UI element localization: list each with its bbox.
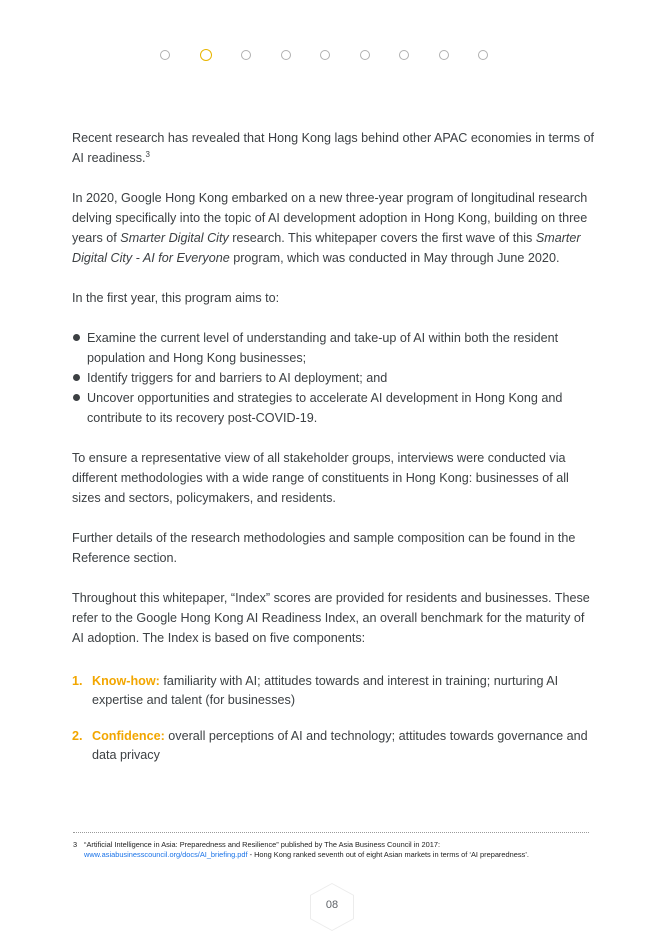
pager-dot-4[interactable] [281,50,291,60]
index-components-list [72,672,597,765]
paragraph-reference: Further details of the research methodologies and sample composition can be found in the Reference section. [72,531,576,565]
pager-dot-2-active[interactable] [200,49,212,61]
index-item-desc: familiarity with AI; attitudes towards and interest in training; nurturing AI expertise and talent (for businesses) [92,674,559,707]
aims-list [72,328,597,428]
index-item-term: Know-how: [92,674,160,688]
paragraph-methodology: To ensure a representative view of all stakeholder groups, interviews were conducted via different methodologies with a wide range of constituents in Hong Kong: businesses of all sizes and sectors, policymakers, and residents. [72,451,569,505]
footnote-number: 3 [73,840,78,849]
pager-dot-8[interactable] [439,50,449,60]
index-item-term: Confidence: [92,729,165,743]
pager-dot-3[interactable] [241,50,251,60]
list-item: Uncover opportunities and strategies to accelerate AI development in Hong Kong and contribute to its recovery post-COVID-19. [72,388,597,428]
index-item-desc: overall perceptions of AI and technology; attitudes towards governance and data privacy [92,729,588,762]
pager-dot-9[interactable] [478,50,488,60]
paragraph-intro: Recent research has revealed that Hong Kong lags behind other APAC economies in terms of AI readiness.$^3$ [72,131,595,165]
pager-dot-6[interactable] [360,50,370,60]
footnote-text: “Artificial Intelligence in Asia: Preparedness and Resilience” published by The Asia Business Council in 2017: [84,840,441,849]
paragraph-aims-intro: In the first year, this program aims to: [72,291,280,305]
index-item-number: 2. [72,729,83,743]
index-item-number: 1. [72,674,83,688]
page-pager [160,50,488,61]
pager-dot-5[interactable] [320,50,330,60]
index-item-confidence [72,727,597,765]
paragraph-program: In 2020, Google Hong Kong embarked on a new three-year program of longitudinal research delving specifically into the topic of AI development adoption in Hong Kong, building on three years of Smarter Digital City research. This whitepaper covers the first wave of this Smarter Digital City - AI for Everyone program, which was conducted in May through June 2020. [72,191,588,265]
paragraph-index: Throughout this whitepaper, “Index” scores are provided for residents and businesses. These refer to the Google Hong Kong AI Readiness Index, an overall benchmark for the maturity of AI adoption. The Index is based on five components: [72,591,590,645]
list-item: Identify triggers for and barriers to AI deployment; and [72,368,597,388]
body-text [72,128,597,782]
footnote-link-suffix: - Hong Kong ranked seventh out of eight Asian markets in terms of ‘AI preparedness’. [247,850,529,859]
list-item: Examine the current level of understanding and take-up of AI within both the resident population and Hong Kong businesses; [72,328,597,368]
footnote [73,840,598,860]
pager-dot-1[interactable] [160,50,170,60]
footnote-divider [73,832,589,833]
page-number: 08 [325,899,339,911]
footnote-link[interactable]: www.asiabusinesscouncil.org/docs/AI_briefing.pdf [84,850,248,859]
footnote-ref[interactable]: 3 [145,149,150,159]
pager-dot-7[interactable] [399,50,409,60]
index-item-know-how [72,672,597,710]
